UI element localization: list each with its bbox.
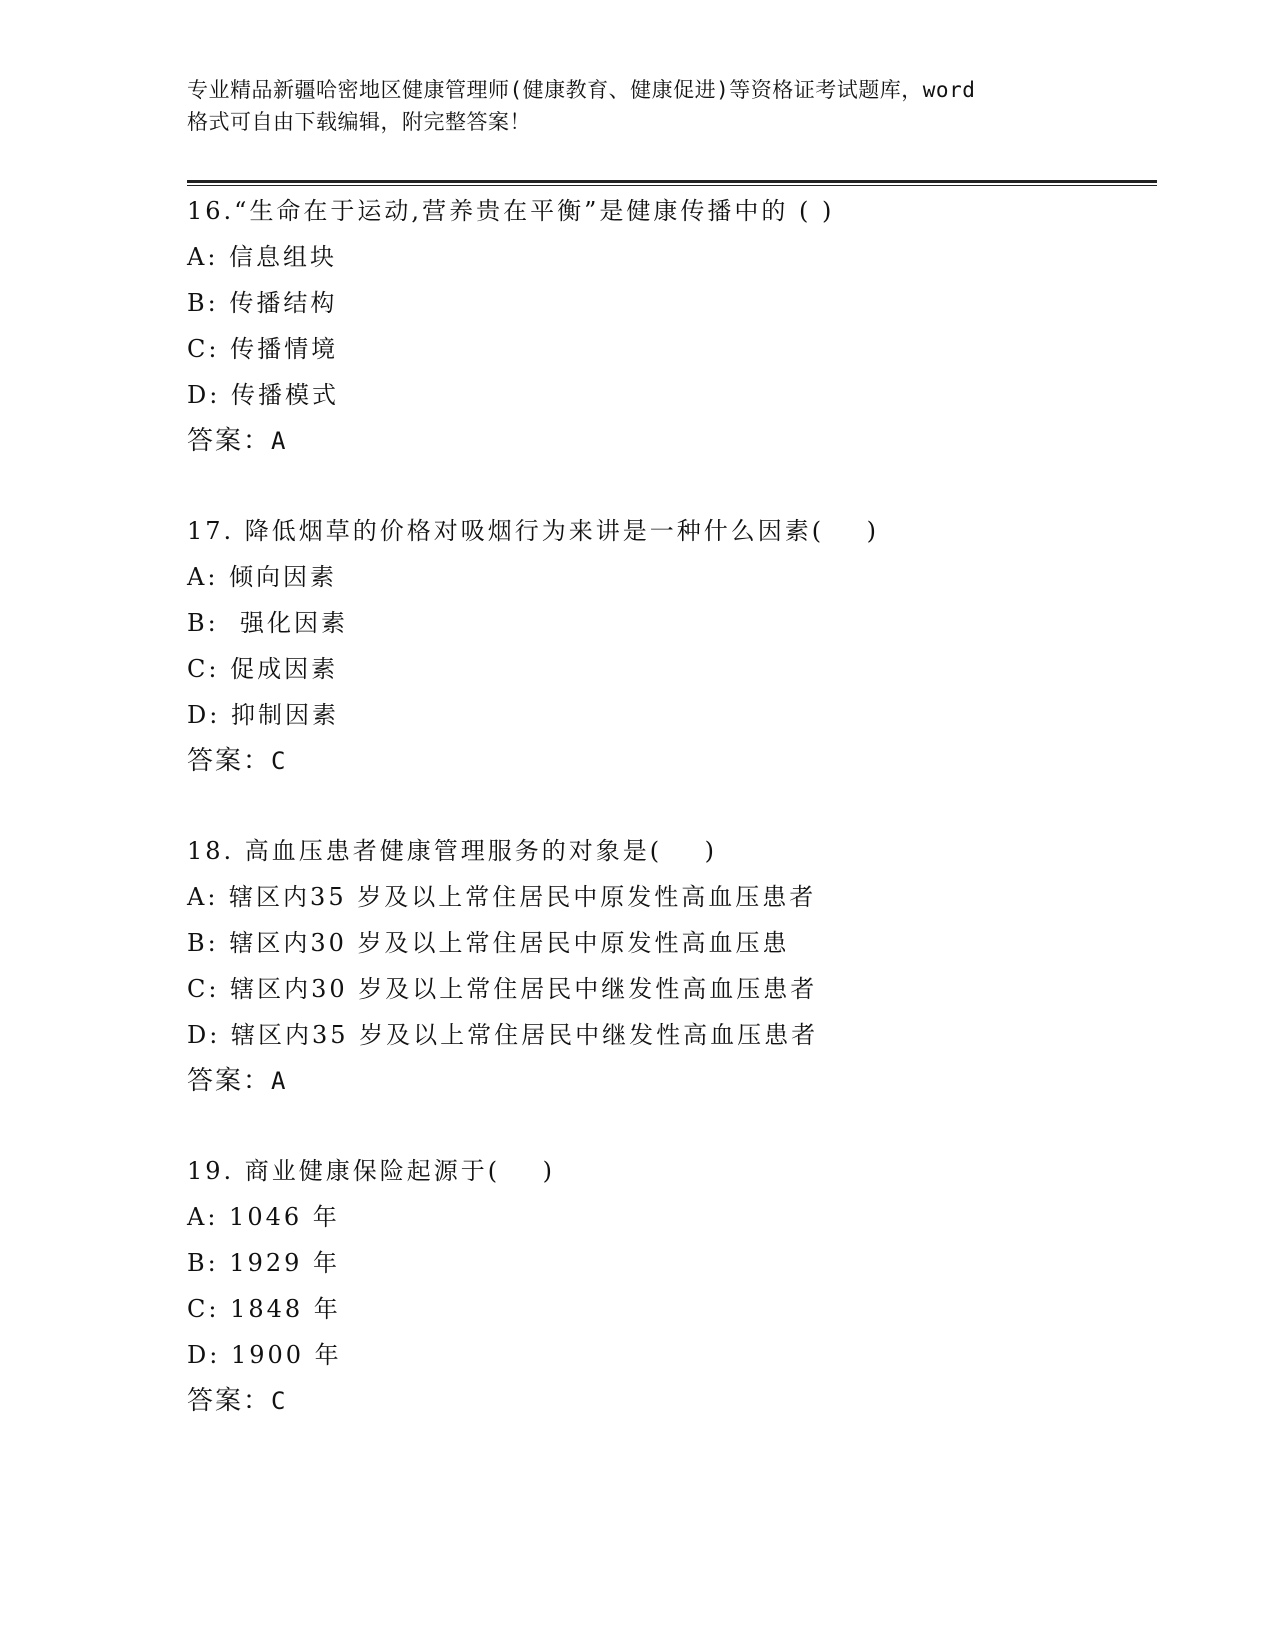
answer-value: A: [271, 427, 288, 455]
header-divider-thick: [187, 180, 1157, 183]
option-d: D: 辖区内35 岁及以上常住居民中继发性高血压患者: [187, 1021, 819, 1049]
question-stem: 18. 高血压患者健康管理服务的对象是( ): [187, 837, 718, 865]
answer-value: C: [271, 747, 288, 775]
option-d: D: 传播模式: [187, 381, 339, 409]
option-c: C: 促成因素: [187, 655, 339, 683]
option-a: A: 倾向因素: [187, 563, 338, 591]
question-17: [187, 508, 1157, 784]
option-c: C: 辖区内30 岁及以上常住居民中继发性高血压患者: [187, 975, 818, 1003]
question-stem: 16.“生命在于运动,营养贵在平衡”是健康传播中的 ( ): [187, 197, 835, 225]
option-b: B: 传播结构: [187, 289, 338, 317]
header-divider-thin: [187, 185, 1157, 186]
option-a: A: 信息组块: [187, 243, 338, 271]
answer-label: 答案：: [187, 1386, 272, 1416]
question-stem: 19. 商业健康保险起源于( ): [187, 1157, 556, 1185]
option-b: B: 1929 年: [187, 1249, 341, 1277]
answer-line: [187, 1378, 1157, 1424]
question-stem: 17. 降低烟草的价格对吸烟行为来讲是一种什么因素( ): [187, 517, 880, 545]
answer-value: C: [271, 1387, 288, 1415]
answer-value: A: [271, 1067, 288, 1095]
answer-line: [187, 738, 1157, 784]
answer-label: 答案：: [187, 746, 272, 776]
answer-label: 答案：: [187, 426, 272, 456]
question-16: [187, 188, 1157, 464]
option-d: D: 抑制因素: [187, 701, 339, 729]
option-c: C: 传播情境: [187, 335, 339, 363]
option-b: B: 辖区内30 岁及以上常住居民中原发性高血压患: [187, 929, 790, 957]
option-b: B: 强化因素: [187, 609, 348, 637]
option-a: A: 辖区内35 岁及以上常住居民中原发性高血压患者: [187, 883, 817, 911]
option-c: C: 1848 年: [187, 1295, 341, 1323]
answer-label: 答案：: [187, 1066, 272, 1096]
document-header: [187, 74, 1107, 138]
header-line-1: 专业精品新疆哈密地区健康管理师(健康教育、健康促进)等资格证考试题库，word: [187, 78, 976, 102]
answer-line: [187, 1058, 1157, 1104]
answer-line: [187, 418, 1157, 464]
option-d: D: 1900 年: [187, 1341, 342, 1369]
question-18: [187, 828, 1157, 1104]
option-a: A: 1046 年: [187, 1203, 340, 1231]
question-19: [187, 1148, 1157, 1424]
header-line-2: 格式可自由下载编辑，附完整答案！: [187, 110, 531, 134]
